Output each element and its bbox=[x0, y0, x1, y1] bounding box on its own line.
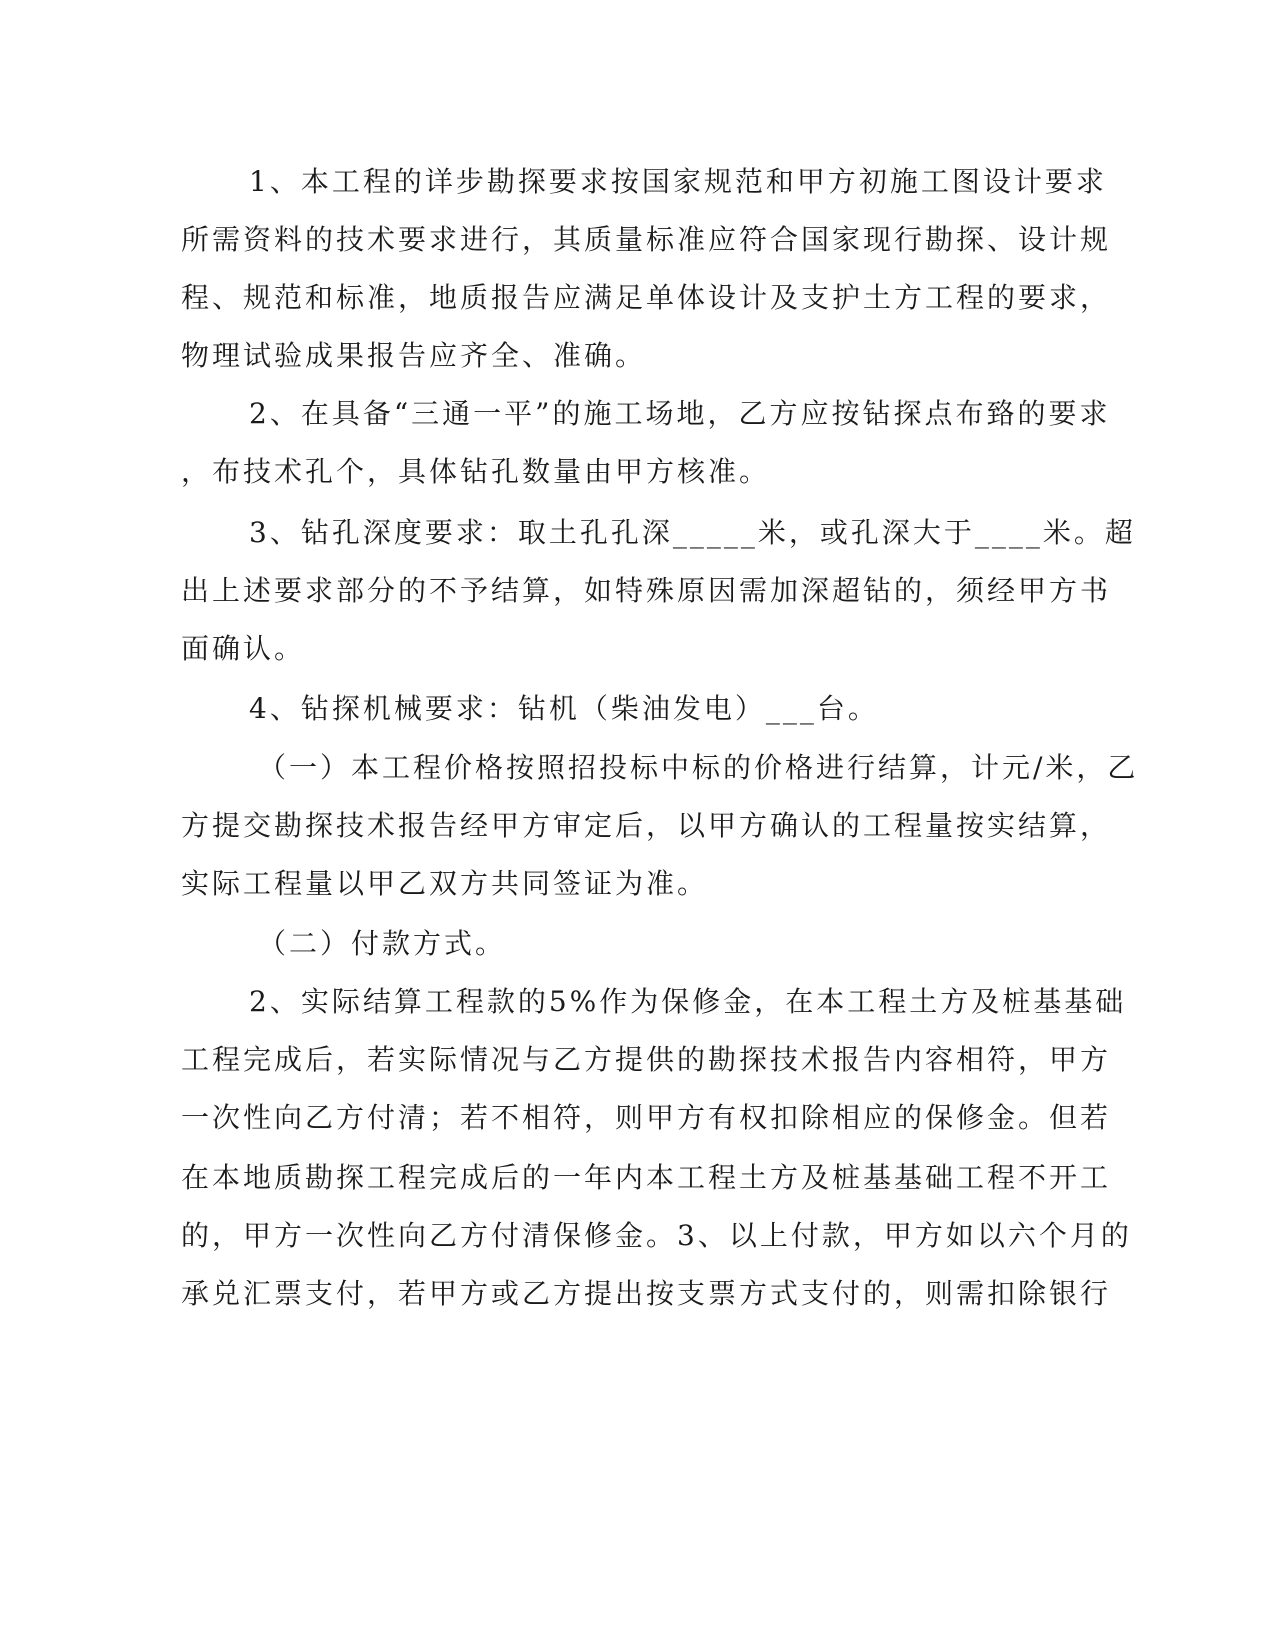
paragraph-7-line-3: 一次性向乙方付清；若不相符，则甲方有权扣除相应的保修金。但若 bbox=[181, 1101, 1112, 1134]
paragraph-5-line-1: （一）本工程价格按照招投标中标的价格进行结算，计元/米，乙 bbox=[258, 751, 1139, 784]
paragraph-6-line-1: （二）付款方式。 bbox=[258, 927, 507, 960]
paragraph-1-line-1: 1、本工程的详步勘探要求按国家规范和甲方初施工图设计要求 bbox=[249, 165, 1107, 198]
paragraph-2-line-1: 2、在具备“三通一平”的施工场地，乙方应按钻探点布臵的要求 bbox=[249, 397, 1111, 430]
paragraph-5-line-2: 方提交勘探技术报告经甲方审定后，以甲方确认的工程量按实结算， bbox=[181, 809, 1112, 842]
paragraph-3-line-2: 出上述要求部分的不予结算，如特殊原因需加深超钻的，须经甲方书 bbox=[181, 574, 1112, 607]
paragraph-2-line-2: ，布技术孔个，具体钻孔数量由甲方核准。 bbox=[181, 455, 771, 488]
paragraph-5-line-3: 实际工程量以甲乙双方共同签证为准。 bbox=[181, 867, 709, 900]
paragraph-7-line-2: 工程完成后，若实际情况与乙方提供的勘探技术报告内容相符，甲方 bbox=[181, 1043, 1112, 1076]
paragraph-7-line-4: 在本地质勘探工程完成后的一年内本工程土方及桩基基础工程不开工 bbox=[181, 1161, 1112, 1194]
paragraph-4-line-1: 4、钻探机械要求：钻机（柴油发电）___台。 bbox=[249, 692, 879, 725]
paragraph-3-line-3: 面确认。 bbox=[181, 632, 306, 665]
paragraph-3-line-1: 3、钻孔深度要求：取土孔孔深_____米，或孔深大于____米。超 bbox=[249, 516, 1136, 549]
paragraph-7-line-1: 2、实际结算工程款的5%作为保修金，在本工程土方及桩基基础 bbox=[249, 985, 1127, 1018]
paragraph-1-line-4: 物理试验成果报告应齐全、准确。 bbox=[181, 339, 647, 372]
paragraph-1-line-3: 程、规范和标准，地质报告应满足单体设计及支护土方工程的要求， bbox=[181, 281, 1112, 314]
paragraph-7-line-6: 承兑汇票支付，若甲方或乙方提出按支票方式支付的，则需扣除银行 bbox=[181, 1277, 1112, 1310]
paragraph-1-line-2: 所需资料的技术要求进行，其质量标准应符合国家现行勘探、设计规 bbox=[181, 223, 1112, 256]
paragraph-7-line-5: 的，甲方一次性向乙方付清保修金。3、以上付款，甲方如以六个月的 bbox=[181, 1219, 1132, 1252]
